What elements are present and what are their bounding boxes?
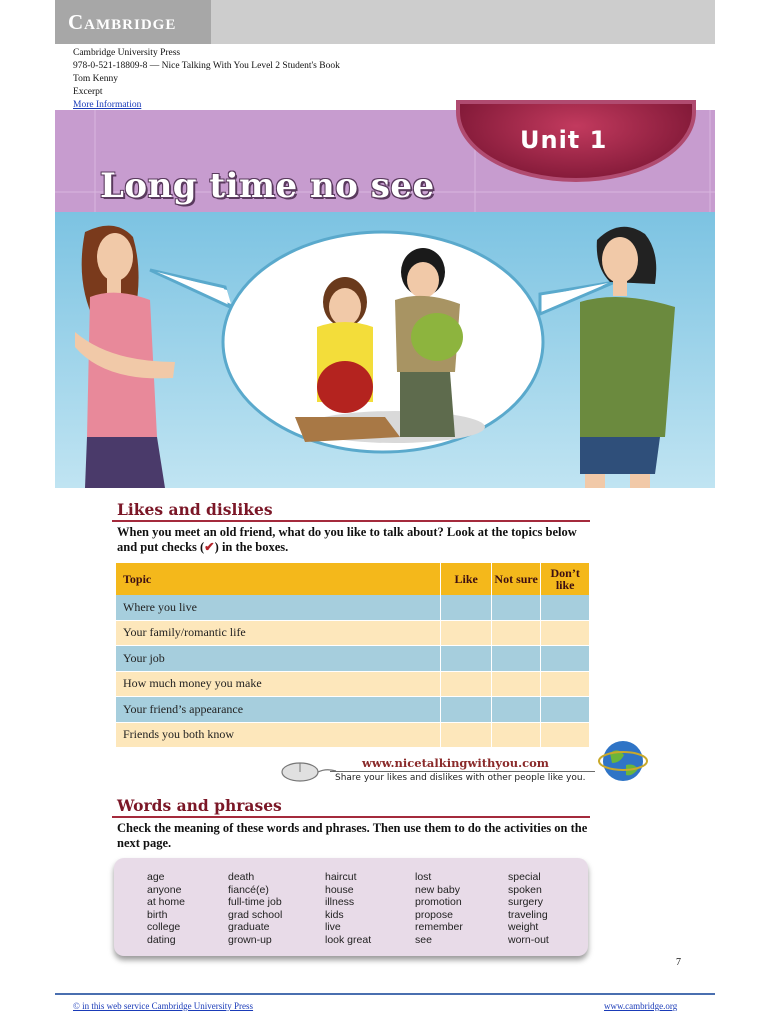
word-item: remember — [415, 921, 463, 934]
word-item: look great — [325, 933, 372, 946]
column-header-not-sure: Not sure — [491, 563, 540, 595]
word-column-3 — [325, 871, 371, 947]
not-sure-checkbox[interactable] — [491, 595, 540, 620]
like-checkbox[interactable] — [441, 671, 491, 697]
word-item: birth — [147, 908, 168, 921]
word-item: kids — [325, 908, 344, 921]
word-item: traveling — [508, 908, 548, 921]
word-item: new baby — [415, 883, 460, 896]
footer-rule — [55, 993, 715, 995]
meta-excerpt: Excerpt — [73, 87, 103, 97]
word-item: full-time job — [228, 896, 282, 909]
word-column-2 — [228, 871, 282, 947]
word-item: surgery — [508, 896, 544, 909]
topic-cell: Friends you both know — [116, 722, 441, 748]
column-header-topic: Topic — [116, 563, 441, 595]
word-column-5 — [508, 871, 549, 947]
check-mark-icon: ✔ — [204, 540, 215, 554]
dont-like-checkbox[interactable] — [541, 595, 590, 620]
dont-like-checkbox[interactable] — [541, 620, 590, 646]
column-header-like: Like — [441, 563, 491, 595]
dont-like-checkbox[interactable] — [541, 722, 590, 748]
word-item: live — [325, 921, 341, 934]
word-item: see — [415, 933, 432, 946]
word-item: age — [147, 871, 165, 883]
like-checkbox[interactable] — [441, 620, 491, 646]
like-checkbox[interactable] — [441, 722, 491, 748]
meta-author: Tom Kenny — [73, 74, 118, 84]
table-row — [116, 595, 590, 620]
word-item: at home — [147, 896, 185, 909]
unit-label: Unit 1 — [520, 126, 608, 154]
word-item: illness — [325, 896, 355, 909]
word-item: propose — [415, 908, 453, 921]
likes-table — [116, 563, 590, 748]
word-item: death — [228, 871, 255, 883]
not-sure-checkbox[interactable] — [491, 646, 540, 672]
dont-like-checkbox[interactable] — [541, 671, 590, 697]
table-row — [116, 620, 590, 646]
topic-cell: Your job — [116, 646, 441, 672]
word-item: worn-out — [508, 933, 549, 946]
website-note: Share your likes and dislikes with other people like you. — [335, 773, 586, 783]
words-heading-rule — [112, 816, 590, 818]
word-item: grown-up — [228, 933, 272, 946]
word-item: weight — [508, 921, 539, 934]
topic-cell: How much money you make — [116, 671, 441, 697]
illustration — [55, 212, 715, 488]
column-header-dont-like: Don’t like — [541, 563, 590, 595]
word-item: graduate — [228, 921, 270, 934]
cambridge-logo: Cambridge — [68, 10, 177, 34]
word-item: spoken — [508, 883, 542, 896]
likes-heading: Likes and dislikes — [117, 500, 273, 519]
words-heading: Words and phrases — [117, 796, 282, 815]
word-item: fiancé(e) — [228, 883, 269, 896]
word-item: dating — [147, 933, 176, 946]
word-item: special — [508, 871, 541, 883]
meta-publisher: Cambridge University Press — [73, 48, 181, 58]
not-sure-checkbox[interactable] — [491, 722, 540, 748]
words-instructions: Check the meaning of these words and phrases. Then use them to do the activities on the next page. — [117, 821, 588, 850]
like-checkbox[interactable] — [441, 697, 491, 723]
topic-cell: Your family/romantic life — [116, 620, 441, 646]
table-row — [116, 671, 590, 697]
word-item: grad school — [228, 908, 283, 921]
promo-divider — [330, 771, 595, 772]
meta-isbn: 978-0-521-18809-8 — Nice Talking With You Level 2 Student's Book — [73, 61, 340, 71]
word-item: lost — [415, 871, 432, 883]
not-sure-checkbox[interactable] — [491, 620, 540, 646]
unit-title: Long time no see — [100, 166, 435, 206]
word-item: house — [325, 883, 354, 896]
book-metadata — [73, 47, 340, 112]
woman-right-illustration — [580, 227, 675, 488]
word-item: haircut — [325, 871, 357, 883]
word-item: college — [147, 921, 181, 934]
likes-instructions: When you meet an old friend, what do you like to talk about? Look at the topics below and put checks (✔) in the boxes. — [117, 525, 577, 554]
word-column-1 — [147, 871, 185, 947]
computer-mouse-icon — [278, 758, 338, 786]
word-item: promotion — [415, 896, 462, 909]
not-sure-checkbox[interactable] — [491, 671, 540, 697]
more-information-link[interactable]: More Information — [73, 100, 142, 110]
dont-like-checkbox[interactable] — [541, 697, 590, 723]
cambridge-website-link[interactable]: www.cambridge.org — [604, 1001, 678, 1011]
topic-cell: Your friend’s appearance — [116, 697, 441, 723]
topic-cell: Where you live — [116, 595, 441, 620]
copyright-link[interactable]: © in this web service Cambridge University Press — [73, 1001, 254, 1011]
word-column-4 — [415, 871, 463, 947]
table-row — [116, 646, 590, 672]
like-checkbox[interactable] — [441, 595, 491, 620]
table-row — [116, 722, 590, 748]
not-sure-checkbox[interactable] — [491, 697, 540, 723]
table-row — [116, 697, 590, 723]
dont-like-checkbox[interactable] — [541, 646, 590, 672]
like-checkbox[interactable] — [441, 646, 491, 672]
page-number: 7 — [676, 957, 681, 968]
website-link[interactable]: www.nicetalkingwithyou.com — [362, 756, 549, 770]
globe-icon — [598, 737, 650, 787]
likes-heading-rule — [112, 520, 590, 522]
word-item: anyone — [147, 883, 182, 896]
woman-left-illustration — [75, 226, 175, 488]
